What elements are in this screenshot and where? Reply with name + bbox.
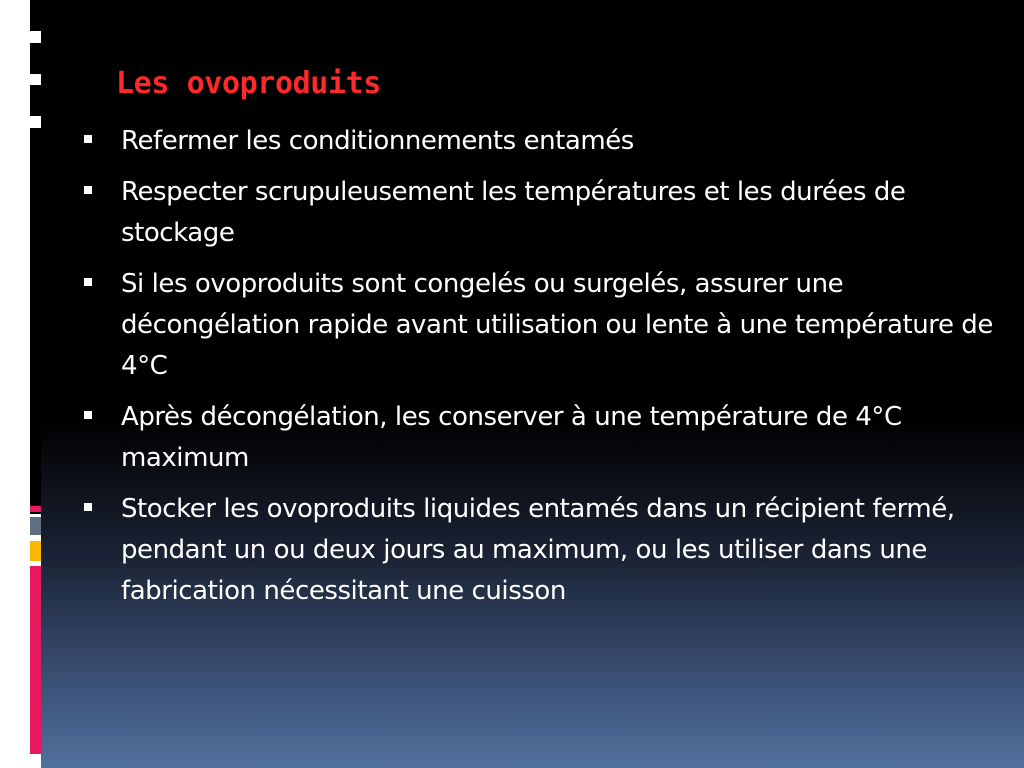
square-bullet-icon xyxy=(84,186,92,194)
accent-bar-yellow xyxy=(30,541,41,561)
accent-bar-black-long xyxy=(30,128,41,514)
square-bullet-icon xyxy=(84,411,92,419)
square-bullet-icon xyxy=(84,135,92,143)
bullet-item xyxy=(84,489,999,612)
bullet-item xyxy=(84,264,999,387)
accent-bar-black-top xyxy=(30,0,41,31)
bullet-item xyxy=(84,172,999,254)
accent-bar-black xyxy=(30,43,41,74)
bullet-text: Stocker les ovoproduits liquides entamés dans un récipient fermé, pendant un ou deux jours au maximum, ou les utiliser dans une fabrication nécessitant une cuisson xyxy=(121,494,955,606)
accent-bars xyxy=(30,0,41,768)
accent-bar-gray xyxy=(30,517,41,535)
accent-bar-black xyxy=(30,85,41,116)
square-bullet-icon xyxy=(84,278,92,286)
bullet-text: Après décongélation, les conserver à une température de 4°C maximum xyxy=(121,402,902,473)
accent-bar-pink-small xyxy=(30,506,41,512)
bullet-text: Respecter scrupuleusement les températures et les durées de stockage xyxy=(121,177,906,248)
square-bullet-icon xyxy=(84,503,92,511)
bullet-item xyxy=(84,121,999,162)
bullet-text: Refermer les conditionnements entamés xyxy=(121,126,634,156)
bullet-text: Si les ovoproduits sont congelés ou surgelés, assurer une décongélation rapide avant utilisation ou lente à une température de 4°C xyxy=(121,269,993,381)
bullet-item xyxy=(84,397,999,479)
bullet-list xyxy=(84,121,999,622)
accent-bar-pink-long xyxy=(30,566,41,754)
slide-title: Les ovoproduits xyxy=(116,66,381,101)
